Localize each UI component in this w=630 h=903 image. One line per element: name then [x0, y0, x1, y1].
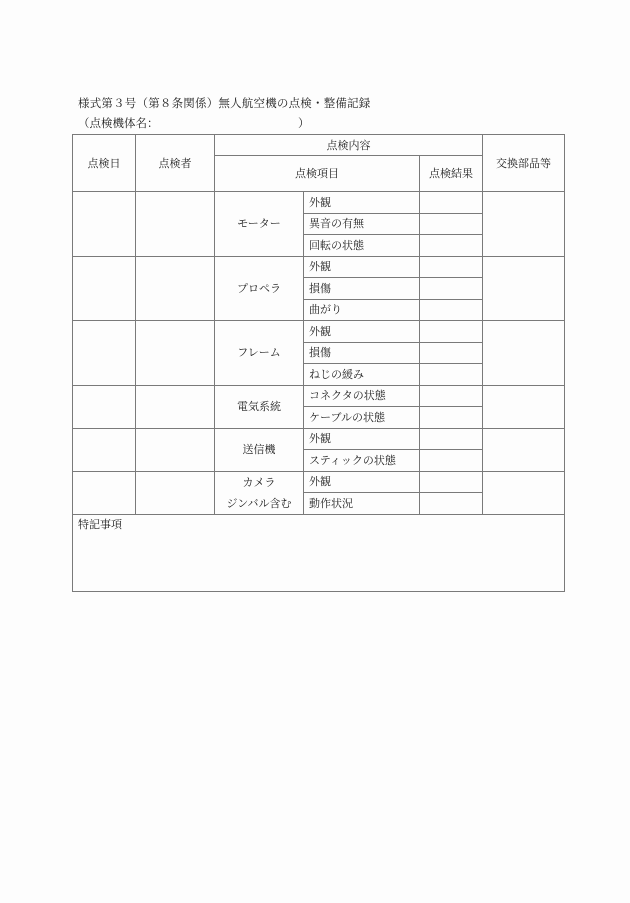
- item-label: ケーブルの状態: [304, 407, 420, 429]
- table-row: [73, 428, 565, 450]
- group-camera-line1: カメラ: [215, 471, 304, 493]
- parts-cell[interactable]: [483, 471, 565, 514]
- item-label: 曲がり: [304, 299, 420, 321]
- date-cell[interactable]: [73, 428, 136, 471]
- result-cell[interactable]: [420, 385, 483, 407]
- header-result: 点検結果: [420, 156, 483, 192]
- result-cell[interactable]: [420, 450, 483, 472]
- result-cell[interactable]: [420, 407, 483, 429]
- inspector-cell[interactable]: [136, 192, 215, 257]
- result-cell[interactable]: [420, 428, 483, 450]
- result-cell[interactable]: [420, 493, 483, 515]
- table-row: [73, 321, 565, 343]
- item-label: ねじの緩み: [304, 364, 420, 386]
- result-cell[interactable]: [420, 364, 483, 386]
- item-label: 損傷: [304, 278, 420, 300]
- item-label: スティックの状態: [304, 450, 420, 472]
- header-item: 点検項目: [215, 156, 420, 192]
- form-title: 様式第３号（第８条関係）無人航空機の点検・整備記録: [78, 96, 371, 110]
- parts-cell[interactable]: [483, 192, 565, 257]
- group-camera-line2: ジンバル含む: [215, 493, 304, 515]
- result-cell[interactable]: [420, 299, 483, 321]
- group-transmitter: 送信機: [215, 428, 304, 471]
- parts-cell[interactable]: [483, 256, 565, 321]
- item-label: 回転の状態: [304, 235, 420, 257]
- aircraft-name-close: ）: [298, 116, 310, 130]
- result-cell[interactable]: [420, 213, 483, 235]
- aircraft-name-label: [78, 115, 310, 131]
- item-label: 損傷: [304, 342, 420, 364]
- inspection-table: [72, 134, 565, 592]
- item-label: 外観: [304, 428, 420, 450]
- result-cell[interactable]: [420, 342, 483, 364]
- inspector-cell[interactable]: [136, 428, 215, 471]
- result-cell[interactable]: [420, 256, 483, 278]
- result-cell[interactable]: [420, 471, 483, 493]
- inspector-cell[interactable]: [136, 321, 215, 386]
- date-cell[interactable]: [73, 192, 136, 257]
- header-date: 点検日: [73, 135, 136, 192]
- remarks-row: [73, 514, 565, 591]
- item-label: 動作状況: [304, 493, 420, 515]
- header-parts: 交換部品等: [483, 135, 565, 192]
- item-label: 外観: [304, 256, 420, 278]
- item-label: 異音の有無: [304, 213, 420, 235]
- item-label: 外観: [304, 192, 420, 214]
- group-motor: モーター: [215, 192, 304, 257]
- date-cell[interactable]: [73, 256, 136, 321]
- table-row: [73, 192, 565, 214]
- inspector-cell[interactable]: [136, 471, 215, 514]
- remarks-field[interactable]: [73, 514, 565, 591]
- item-label: 外観: [304, 471, 420, 493]
- date-cell[interactable]: [73, 471, 136, 514]
- group-propeller: プロペラ: [215, 256, 304, 321]
- group-electrical: 電気系統: [215, 385, 304, 428]
- date-cell[interactable]: [73, 385, 136, 428]
- parts-cell[interactable]: [483, 321, 565, 386]
- result-cell[interactable]: [420, 192, 483, 214]
- inspector-cell[interactable]: [136, 256, 215, 321]
- date-cell[interactable]: [73, 321, 136, 386]
- item-label: 外観: [304, 321, 420, 343]
- aircraft-name-open: （点検機体名：: [78, 116, 159, 130]
- result-cell[interactable]: [420, 278, 483, 300]
- header-content: 点検内容: [215, 135, 483, 156]
- group-frame: フレーム: [215, 321, 304, 386]
- table-row: [73, 385, 565, 407]
- inspector-cell[interactable]: [136, 385, 215, 428]
- table-row: [73, 471, 565, 493]
- table-row: [73, 256, 565, 278]
- parts-cell[interactable]: [483, 385, 565, 428]
- parts-cell[interactable]: [483, 428, 565, 471]
- header-inspector: 点検者: [136, 135, 215, 192]
- result-cell[interactable]: [420, 235, 483, 257]
- remarks-label: 特記事項: [78, 517, 122, 531]
- item-label: コネクタの状態: [304, 385, 420, 407]
- result-cell[interactable]: [420, 321, 483, 343]
